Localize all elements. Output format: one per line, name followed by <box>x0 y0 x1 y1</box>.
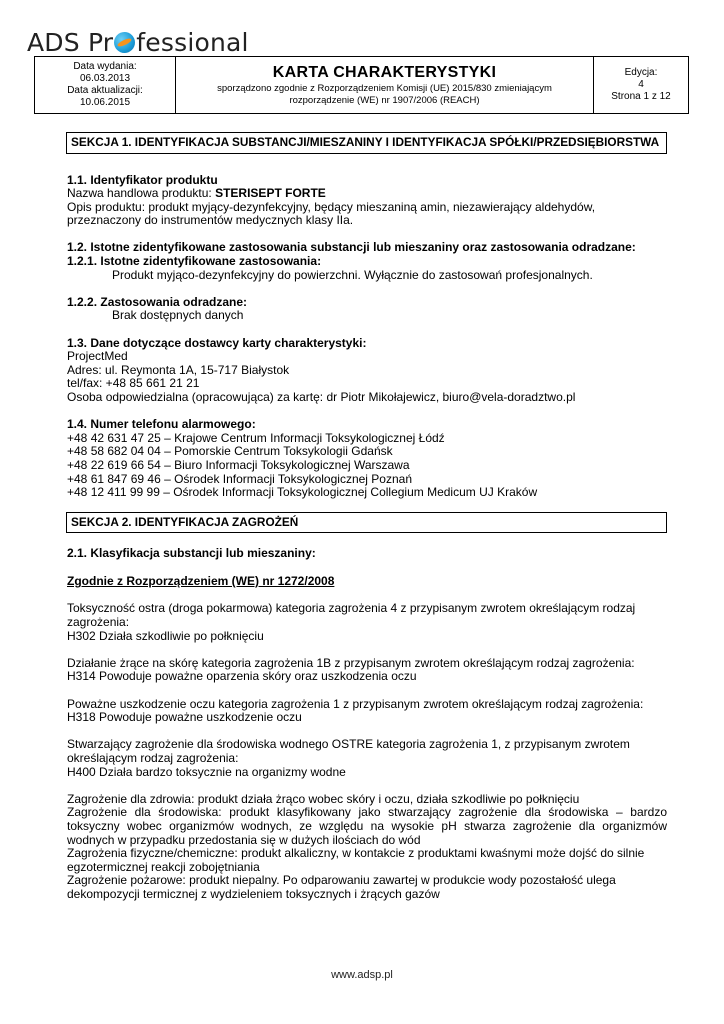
update-date: 10.06.2015 <box>79 97 131 108</box>
product-description-1: Opis produktu: produkt myjący-dezynfekcyjny, będący mieszaniną amin, niezawierający aldehydów, <box>67 199 596 214</box>
hazard-class-line2: określającym rodzaj zagrożenia: <box>67 750 239 765</box>
trade-name: STERISEPT FORTE <box>215 186 326 201</box>
emergency-number: +48 22 619 66 54 – Biuro Informacji Toksykologicznej Warszawa <box>67 457 410 472</box>
section-1-1-title: 1.1. Identyfikator produktu <box>67 172 218 187</box>
header-title-block <box>176 57 594 113</box>
emergency-number: +48 12 411 99 99 – Ośrodek Informacji Toksykologicznej Collegium Medicum UJ Kraków <box>67 485 538 500</box>
section-1-2-2-title: 1.2.2. Zastosowania odradzane: <box>67 294 248 309</box>
section-1-heading: SEKCJA 1. IDENTYFIKACJA SUBSTANCJI/MIESZANINY I IDENTYFIKACJA SPÓŁKI/PRZEDSIĘBIORSTWA <box>66 132 667 154</box>
supplier-name: ProjectMed <box>67 349 128 364</box>
issue-date-label: Data wydania: <box>73 61 137 72</box>
product-description-2: przeznaczony do instrumentów medycznych klasy IIa. <box>67 213 354 228</box>
trade-name-label: Nazwa handlowa produktu: <box>67 186 216 201</box>
company-logo <box>27 28 249 58</box>
update-date-label: Data aktualizacji: <box>67 85 143 96</box>
logo-text-end: fessional <box>136 28 249 57</box>
edition-number: 4 <box>638 79 644 90</box>
section-1-4-title: 1.4. Numer telefonu alarmowego: <box>67 417 256 432</box>
document-header <box>34 56 689 114</box>
header-dates <box>35 57 176 113</box>
hazard-class-line1: Toksyczność ostra (droga pokarmowa) kategoria zagrożenia 4 z przypisanym zwrotem określającym rodzaj <box>67 601 636 616</box>
fire-hazard-1: Zagrożenie pożarowe: produkt niepalny. Po odparowaniu zawartej w produkcie wody pozostałość ulega <box>67 873 616 888</box>
emergency-number: +48 61 847 69 46 – Ośrodek Informacji Toksykologicznej Poznań <box>67 471 412 486</box>
hazard-class-line1: Stwarzający zagrożenie dla środowiska wodnego OSTRE kategoria zagrożenia 1, z przypisanym zwrotem <box>67 737 630 752</box>
globe-icon <box>114 32 135 53</box>
header-edition <box>594 57 688 113</box>
section-1-2-title: 1.2. Istotne zidentyfikowane zastosowania substancji lub mieszaniny oraz zastosowania odradzane: <box>67 240 636 255</box>
environment-hazard: Zagrożenie dla środowiska: produkt klasyfikowany jako stwarzający zagrożenie dla środowiska – bardzo toksyczny wobec organizmów wodnych, ze względu na wysokie pH stwarza zagrożenie dla organizmów wodnych w przypadku przedostania się w dużych ilościach do wód <box>67 805 667 847</box>
supplier-phone: tel/fax: +48 85 661 21 21 <box>67 376 200 391</box>
hazard-statement: H314 Powoduje poważne oparzenia skóry oraz uszkodzenia oczu <box>67 669 417 684</box>
page-number: Strona 1 z 12 <box>611 91 671 102</box>
section-1-2-2-text: Brak dostępnych danych <box>112 308 244 323</box>
trade-name-line <box>67 187 667 201</box>
emergency-number: +48 42 631 47 25 – Krajowe Centrum Informacji Toksykologicznej Łódź <box>67 430 445 445</box>
logo-text-start: ADS Pr <box>27 28 114 57</box>
document-body <box>67 132 667 902</box>
fire-hazard-2: dekompozycji termicznej z wydzieleniem toksycznych i żrących gazów <box>67 886 440 901</box>
document-subtitle-line2: rozporządzenie (WE) nr 1907/2006 (REACH) <box>289 95 480 106</box>
emergency-number: +48 58 682 04 04 – Pomorskie Centrum Toksykologii Gdańsk <box>67 444 393 459</box>
hazard-statement: H400 Działa bardzo toksycznie na organizmy wodne <box>67 764 346 779</box>
document-subtitle-line1: sporządzono zgodnie z Rozporządzeniem Komisji (UE) 2015/830 zmieniającym <box>217 83 552 94</box>
hazard-class-line2: zagrożenia: <box>67 615 130 630</box>
document-title: KARTA CHARAKTERYSTYKI <box>272 64 497 81</box>
section-2-1-title: 2.1. Klasyfikacja substancji lub mieszaniny: <box>67 546 316 561</box>
section-1-2-1-title: 1.2.1. Istotne zidentyfikowane zastosowania: <box>67 254 322 269</box>
physical-hazard-2: egzotermicznej reakcji zobojętniania <box>67 859 260 874</box>
responsible-person: Osoba odpowiedzialna (opracowująca) za kartę: dr Piotr Mikołajewicz, biuro@vela-doradztwo.pl <box>67 390 576 404</box>
physical-hazard-1: Zagrożenia fizyczne/chemiczne: produkt alkaliczny, w kontakcie z produktami kwaśnymi może dojść do silnie <box>67 846 645 861</box>
health-hazard: Zagrożenie dla zdrowia: produkt działa żrąco wobec skóry i oczu, działa szkodliwie po połknięciu <box>67 791 580 806</box>
section-1-2-1-text: Produkt myjąco-dezynfekcyjny do powierzchni. Wyłącznie do zastosowań profesjonalnych. <box>112 267 593 282</box>
section-1-3-title: 1.3. Dane dotyczące dostawcy karty charakterystyki: <box>67 335 367 350</box>
hazard-statement: H302 Działa szkodliwie po połknięciu <box>67 628 264 643</box>
issue-date: 06.03.2013 <box>79 73 131 84</box>
section-2-heading: SEKCJA 2. IDENTYFIKACJA ZAGROŻEŃ <box>66 512 667 534</box>
edition-label: Edycja: <box>624 67 658 78</box>
regulation-title: Zgodnie z Rozporządzeniem (WE) nr 1272/2008 <box>67 573 335 588</box>
footer-website: www.adsp.pl <box>331 969 393 981</box>
hazard-class-line1: Działanie żrące na skórę kategoria zagrożenia 1B z przypisanym zwrotem określającym rodzaj zagrożenia: <box>67 655 635 670</box>
hazard-class-line1: Poważne uszkodzenie oczu kategoria zagrożenia 1 z przypisanym zwrotem określającym rodzaj zagrożenia: <box>67 696 644 711</box>
hazard-statement: H318 Powoduje poważne uszkodzenie oczu <box>67 710 302 725</box>
supplier-address: Adres: ul. Reymonta 1A, 15-717 Białystok <box>67 362 290 377</box>
